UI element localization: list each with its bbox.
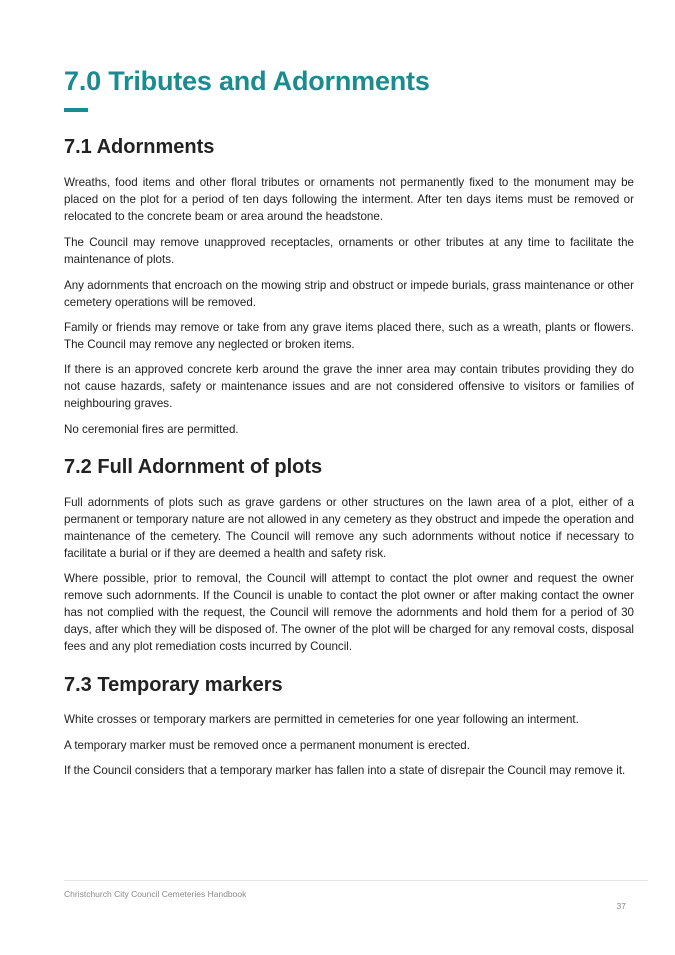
paragraph: White crosses or temporary markers are permitted in cemeteries for one year following an interment. [64, 713, 579, 726]
paragraph: No ceremonial fires are permitted. [64, 423, 239, 436]
footer-divider [64, 880, 648, 881]
paragraph: The Council may remove unapproved receptacles, ornaments or other tributes at any time to facilitate the maintenance of plots. [64, 236, 634, 266]
title-accent-rule [64, 108, 88, 112]
paragraph: Wreaths, food items and other floral tributes or ornaments not permanently fixed to the monument may be placed on the plot for a period of ten days following the interment. After ten days items must be removed or relocated to the concrete beam or area around the headstone. [64, 176, 634, 223]
paragraph: A temporary marker must be removed once a permanent monument is erected. [64, 739, 470, 752]
paragraph: Full adornments of plots such as grave gardens or other structures on the lawn area of a plot, either of a permanent or temporary nature are not allowed in any cemetery as they obstruct and impede the operation and maintenance of the cemetery. The Council will remove any such adornments without notice if necessary to facilitate a burial or if they are deemed a health and safety risk. [64, 496, 634, 560]
paragraph: If the Council considers that a temporary marker has fallen into a state of disrepair the Council may remove it. [64, 764, 626, 777]
section-heading-full-adornment: 7.2 Full Adornment of plots [64, 456, 323, 478]
paragraph: Where possible, prior to removal, the Council will attempt to contact the plot owner and request the owner remove such adornments. If the Council is unable to contact the plot owner or after making contact the owner has not complied with the request, the Council will remove the adornments and hold them for a period of 30 days, after which they will be disposed of. The owner of the plot will be charged for any removal costs, disposal fees and any plot remediation costs incurred by Council. [64, 572, 634, 653]
page-title: 7.0 Tributes and Adornments [64, 66, 430, 96]
section-heading-temporary-markers: 7.3 Temporary markers [64, 674, 283, 696]
page-number: 37 [616, 901, 626, 911]
paragraph: If there is an approved concrete kerb around the grave the inner area may contain tributes providing they do not cause hazards, safety or maintenance issues and are not considered offensive to visitors or families of neighbouring graves. [64, 363, 634, 410]
section-heading-adornments: 7.1 Adornments [64, 136, 215, 158]
paragraph: Any adornments that encroach on the mowing strip and obstruct or impede burials, grass maintenance or other cemetery operations will be removed. [64, 279, 634, 309]
footer-title: Christchurch City Council Cemeteries Handbook [64, 889, 247, 899]
paragraph: Family or friends may remove or take from any grave items placed there, such as a wreath, plants or flowers. The Council may remove any neglected or broken items. [64, 321, 634, 351]
